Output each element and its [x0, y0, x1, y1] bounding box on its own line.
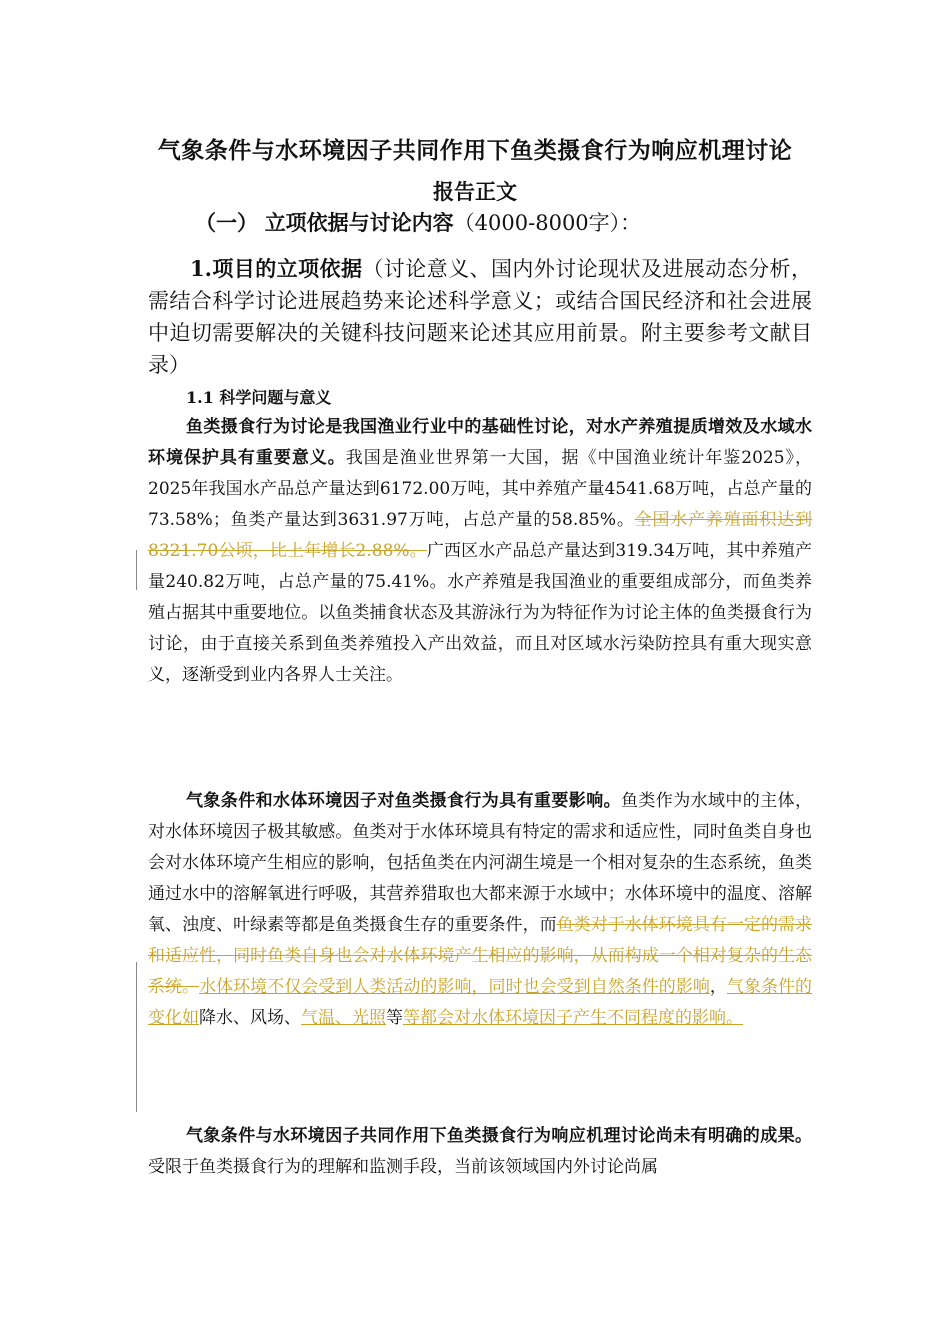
paragraph-environment-influence: [148, 786, 812, 1034]
deleted-text: 全国水产养殖面积达到8321.70公顷，比上年增长2.88%。: [148, 510, 812, 561]
inserted-text: 气象条件的变化如: [148, 977, 813, 1028]
section-note: （4000-8000字）：: [453, 211, 642, 235]
subsection-heading: 1.1 科学问题与意义: [186, 388, 332, 407]
paragraph-lead: 气象条件和水体环境因子对鱼类摄食行为具有重要影响。: [186, 791, 621, 811]
paragraph-text: 我国是渔业世界第一大国，据《中国渔业统计年鉴2025》，2025年我国水产品总产量达到6172.00万吨，其中养殖产量4541.68万吨，占总产量的73.58%；鱼类产量达到3631.97万吨，占总产量的58.85%。: [148, 448, 813, 530]
paragraph-research-gap: [148, 1121, 812, 1183]
inserted-text: 等都会对水体环境因子产生不同程度的影响。: [403, 1008, 743, 1028]
paragraph-text: 受限于鱼类摄食行为的理解和监测手段，当前该领域国内外讨论尚属: [148, 1157, 658, 1177]
paragraph-text: 鱼类作为水域中的主体，对水体环境因子极其敏感。鱼类对于水体环境具有特定的需求和适应性，同时鱼类自身也会对水体环境产生相应的影响，包括鱼类在内河湖生境是一个相对复杂的生态系统，鱼类通过水中的溶解氧进行呼吸，其营养猎取也大都来源于水域中；水体环境中的温度、溶解氧、浊度、叶绿素等都是鱼类摄食生存的重要条件，而: [148, 791, 812, 935]
document-subtitle: 报告正文: [433, 179, 517, 204]
inserted-text: 气温、光照: [301, 1008, 386, 1028]
paragraph-fish-feeding-significance: [148, 412, 812, 691]
revision-margin-bar: [136, 550, 137, 590]
paragraph-text: 降水、风场、: [199, 1008, 301, 1028]
project-basis-paragraph: [148, 253, 812, 381]
paragraph-text: 等: [386, 1008, 403, 1028]
document-title: 气象条件与水环境因子共同作用下鱼类摄食行为响应机理讨论: [157, 137, 793, 164]
section-title: 立项依据与讨论内容: [264, 210, 454, 235]
paragraph-text: ，: [709, 977, 727, 997]
deleted-text: 鱼类对于水体环境具有一定的需求和适应性，同时鱼类自身也会对水体环境产生相应的影响，从而构成一个相对复杂的生态系统。: [148, 915, 813, 997]
paragraph-lead: 气象条件与水环境因子共同作用下鱼类摄食行为响应机理讨论尚未有明确的成果。: [186, 1126, 812, 1146]
paragraph-lead: 鱼类摄食行为讨论是我国渔业行业中的基础性讨论，对水产养殖提质增效及水域水环境保护具有重要意义。: [148, 417, 812, 468]
revision-margin-bar: [136, 962, 137, 1112]
project-basis-lead: 1.项目的立项依据: [190, 256, 363, 281]
project-basis-text: （讨论意义、国内外讨论现状及进展动态分析，需结合科学讨论进展趋势来论述科学意义；或结合国民经济和社会进展中迫切需要解决的关键科技问题来论述其应用前景。附主要参考文献目录）: [148, 257, 812, 377]
inserted-text: 水体环境不仅会受到人类活动的影响，同时也会受到自然条件的影响: [199, 977, 710, 997]
paragraph-text: 广西区水产品总产量达到319.34万吨，其中养殖产量240.82万吨，占总产量的75.41%。水产养殖是我国渔业的重要组成部分，而鱼类养殖占据其中重要地位。以鱼类捕食状态及其游泳行为为特征作为讨论主体的鱼类摄食行为讨论，由于直接关系到鱼类养殖投入产出效益，而且对区域水污染防控具有重大现实意义，逐渐受到业内各界人士关注。: [148, 541, 813, 685]
section-number: （一）: [195, 210, 258, 235]
section-heading: [195, 207, 641, 237]
